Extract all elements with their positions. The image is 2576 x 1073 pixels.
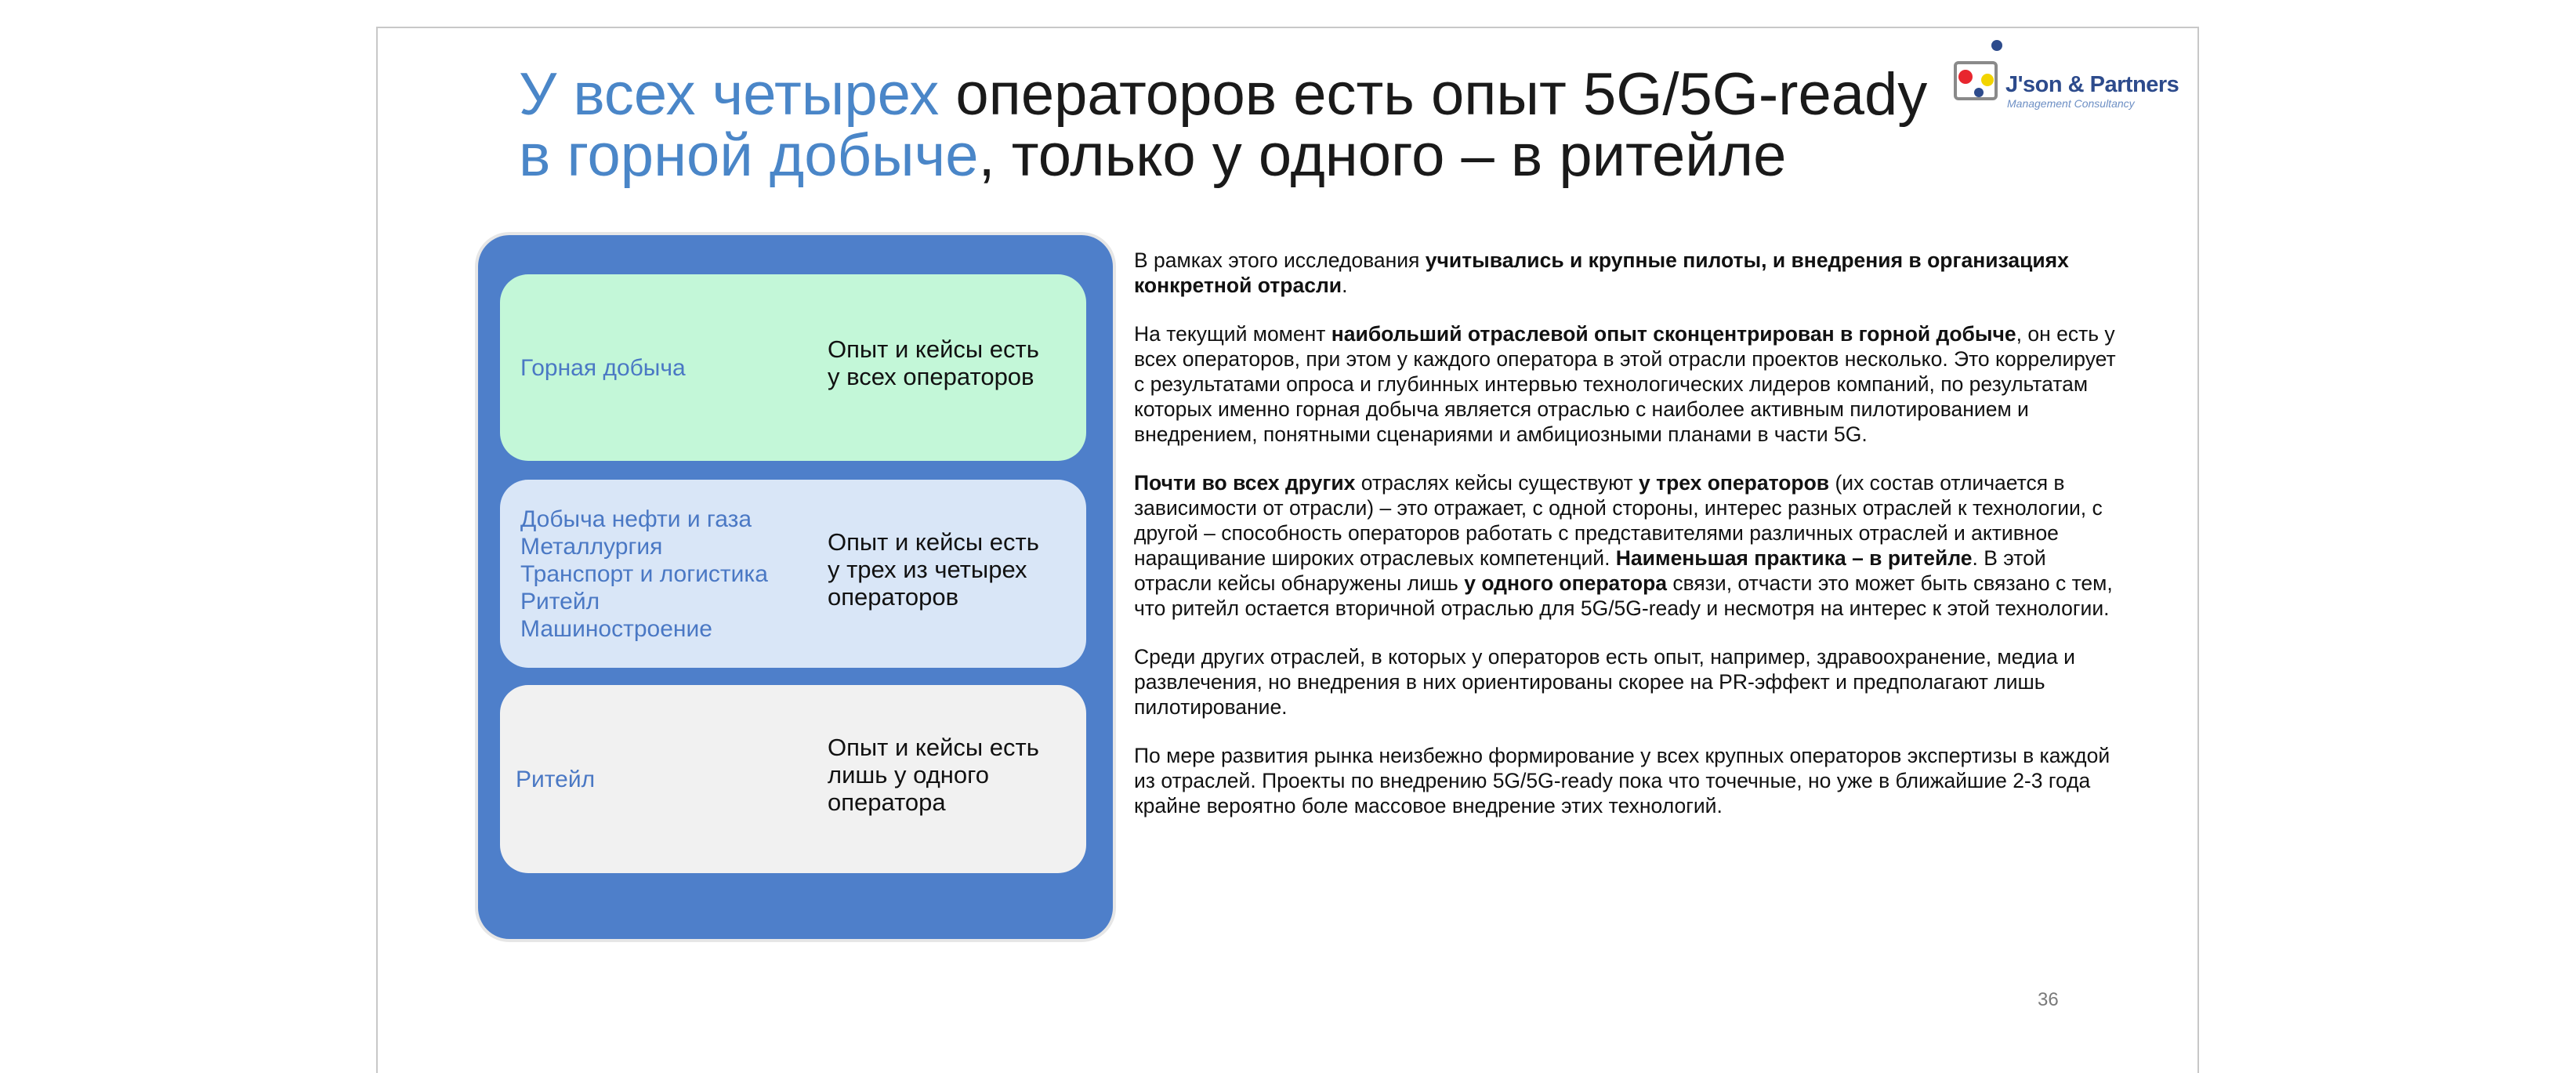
- note-line: лишь у одного: [828, 760, 990, 788]
- bold-run: Почти во всех других: [1134, 471, 1356, 495]
- paragraph: [1134, 470, 2121, 621]
- text-run: . В этой отрасли кейсы обнаружены лишь: [1134, 546, 2046, 595]
- text-run: отраслях кейсы существуют: [1355, 471, 1639, 495]
- note-line: операторов: [828, 582, 959, 611]
- industry-item: Машиностроение: [520, 615, 712, 642]
- note-line: Опыт и кейсы есть: [828, 335, 1039, 363]
- body-text: [1134, 248, 2121, 842]
- bold-run: учитывались и крупные пилоты, и внедрения в организациях конкретной отрасли: [1134, 248, 2069, 297]
- card-mining: [500, 274, 1086, 461]
- paragraph: [1134, 248, 2121, 298]
- bold-run: у одного оператора: [1464, 571, 1668, 595]
- logo-tagline: Management Consultancy: [2007, 97, 2135, 110]
- title-rest-2: , только у одного – в ритейле: [978, 122, 1787, 189]
- paragraph: [1134, 644, 2121, 720]
- text-run: Среди других отраслей, в которых у операторов есть опыт, например, здравоохранение, медиа и развлечения, но внедрения в них ориентированы скорее на PR-эффект и предполагают лишь пилотирование.: [1134, 645, 2075, 719]
- text-run: По мере развития рынка неизбежно формирование у всех крупных операторов экспертизы в каждой из отраслей. Проекты по внедрению 5G/5G-ready пока что точечные, но уже в ближайшие 2-3 года крайне вероятно боле массовое внедрение этих технологий.: [1134, 744, 2110, 817]
- title-highlight-2: в горной добыче: [519, 122, 979, 189]
- industry-item: Добыча нефти и газа: [520, 506, 752, 532]
- note-line: оператора: [828, 788, 946, 816]
- note-line: Опыт и кейсы есть: [828, 527, 1039, 556]
- note-line: у трех из четырех: [828, 555, 1027, 583]
- industry-item: Ритейл: [516, 766, 596, 792]
- card-note: [828, 274, 1078, 461]
- text-run: В рамках этого исследования: [1134, 248, 1426, 272]
- industry-item: Ритейл: [520, 588, 600, 614]
- logo-brand: J'son & Partners: [2005, 72, 2179, 97]
- bold-run: Наименьшая практика – в ритейле: [1615, 546, 1973, 570]
- page-title: [519, 61, 1928, 189]
- text-run: На текущий момент: [1134, 322, 1331, 346]
- industry-item: Транспорт и логистика: [520, 560, 768, 587]
- card-three-operators: [500, 480, 1086, 668]
- card-industries: [520, 274, 818, 461]
- title-rest-1: операторов есть опыт 5G/5G-ready: [939, 61, 1928, 128]
- card-industries: [516, 685, 813, 873]
- industry-item: Горная добыча: [520, 354, 686, 381]
- card-note: [828, 685, 1078, 873]
- text-run: , он есть у всех операторов, при этом у каждого оператора в этой отрасли проектов несколько. Это коррелирует с результатами опроса и глубинных интервью технологических лидеров компаний, по результатам которых именно горная добыча является отраслью с наиболее активным пилотированием и внедрением, понятными сценариями и амбициозными планами в части 5G.: [1134, 322, 2116, 446]
- title-highlight-1: У всех четырех: [519, 61, 940, 128]
- bold-run: наибольший отраслевой опыт сконцентрирован в горной добыче: [1331, 322, 2016, 346]
- paragraph: [1134, 321, 2121, 447]
- note-line: у всех операторов: [828, 363, 1034, 390]
- logo-mark-icon: [1951, 38, 2013, 108]
- card-industries: [520, 480, 818, 668]
- industry-item: Металлургия: [520, 533, 663, 560]
- text-run: .: [1342, 274, 1348, 297]
- note-line: Опыт и кейсы есть: [828, 733, 1039, 761]
- slide: [376, 27, 2199, 1073]
- title-line-2: [519, 122, 1927, 189]
- industry-panel: [478, 235, 1113, 939]
- text-run: связи, отчасти это может быть связано с тем, что ритейл остается вторичной отраслью для 5G/5G-ready и несмотря на интерес к этой технологии.: [1134, 571, 2113, 620]
- company-logo: [1951, 38, 2186, 124]
- title-line-1: [519, 61, 1928, 128]
- card-retail: [500, 685, 1086, 873]
- text-run: (их состав отличается в зависимости от отрасли) – это отражает, с одной стороны, интерес разных отраслей к технологии, с другой – способность операторов работать с представителями различных отраслей и активное наращивание широких отраслевых компетенций.: [1134, 471, 2103, 570]
- card-note: [828, 480, 1078, 668]
- bold-run: у трех операторов: [1638, 471, 1830, 495]
- page-number: 36: [2038, 989, 2059, 1010]
- paragraph: [1134, 743, 2121, 818]
